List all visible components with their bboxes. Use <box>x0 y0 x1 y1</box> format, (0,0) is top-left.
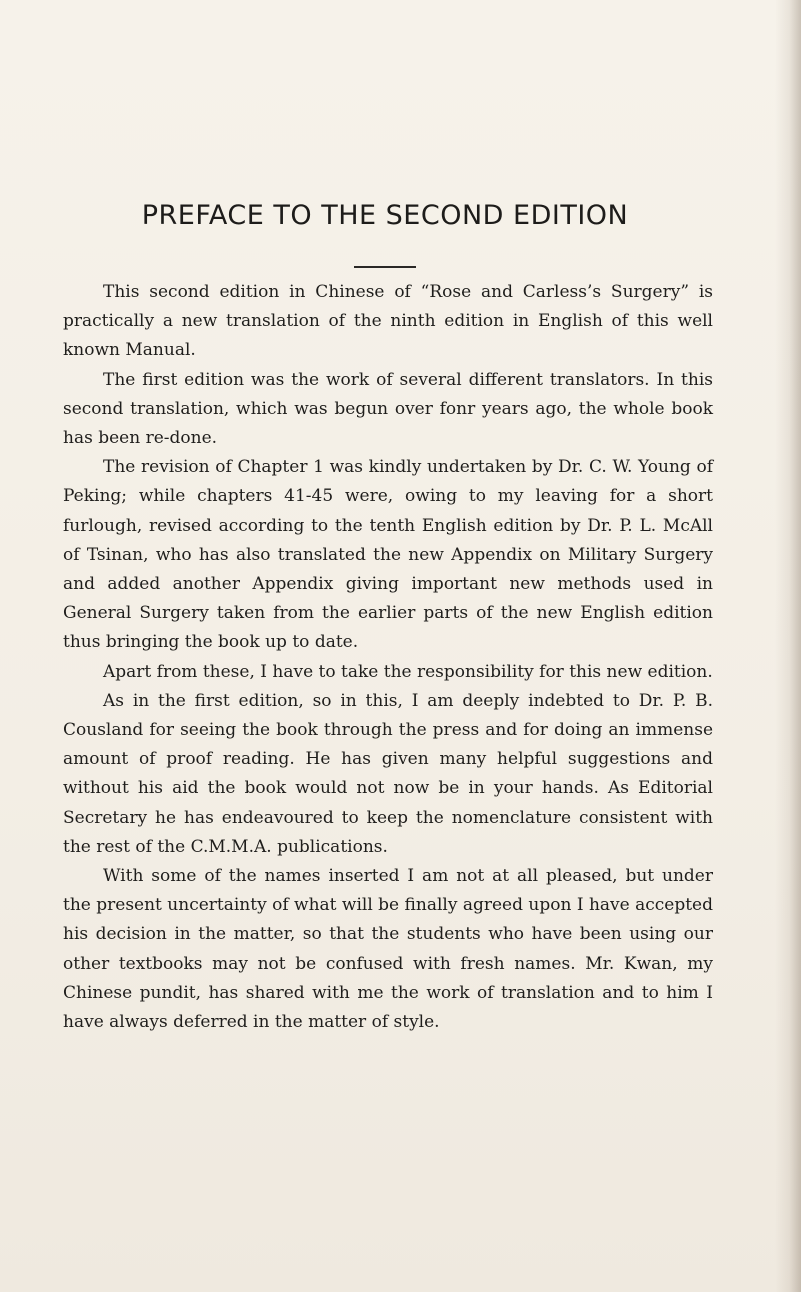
paragraph-2: The first edition was the work of several different translators. In this second translation, which was begun over fonr years ago, the whole book has been re-done. <box>63 369 713 449</box>
paragraph-6: With some of the names inserted I am not at all pleased, but under the present uncertainty of what will be finally agreed upon I have accepted his decision in the matter, so that the students who have been using our other textbooks may not be confused with fresh names. Mr. Kwan, my Chinese pundit, has shared with me the work of translation and to him I have always deferred in the matter of style. <box>63 866 713 1033</box>
page-title: PREFACE TO THE SECOND EDITION <box>141 200 629 231</box>
paragraph-4: Apart from these, I have to take the responsibility for this new edition. <box>103 661 713 682</box>
page-edge-shadow <box>775 0 801 1292</box>
preface-body <box>63 278 713 1037</box>
paragraph-3: The revision of Chapter 1 was kindly undertaken by Dr. C. W. Young of Peking; while chapters 41-45 were, owing to my leaving for a short furlough, revised according to the tenth English edition by Dr. P. L. McAll of Tsinan, who has also translated the new Appendix on Military Surgery and added another Appendix giving important new methods used in General Surgery taken from the earlier parts of the new English edition thus bringing the book up to date. <box>63 457 713 653</box>
paragraph-5: As in the first edition, so in this, I am deeply indebted to Dr. P. B. Cousland for seeing the book through the press and for doing an immense amount of proof reading. He has given many helpful suggestions and without his aid the book would not now be in your hands. As Editorial Secretary he has endeavoured to keep the nomenclature consistent with the rest of the C.M.M.A. publications. <box>63 690 713 857</box>
paragraph-1: This second edition in Chinese of “Rose and Carless’s Surgery” is practically a new translation of the ninth edition in English of this well known Manual. <box>63 282 713 361</box>
title-rule-divider <box>354 266 416 268</box>
